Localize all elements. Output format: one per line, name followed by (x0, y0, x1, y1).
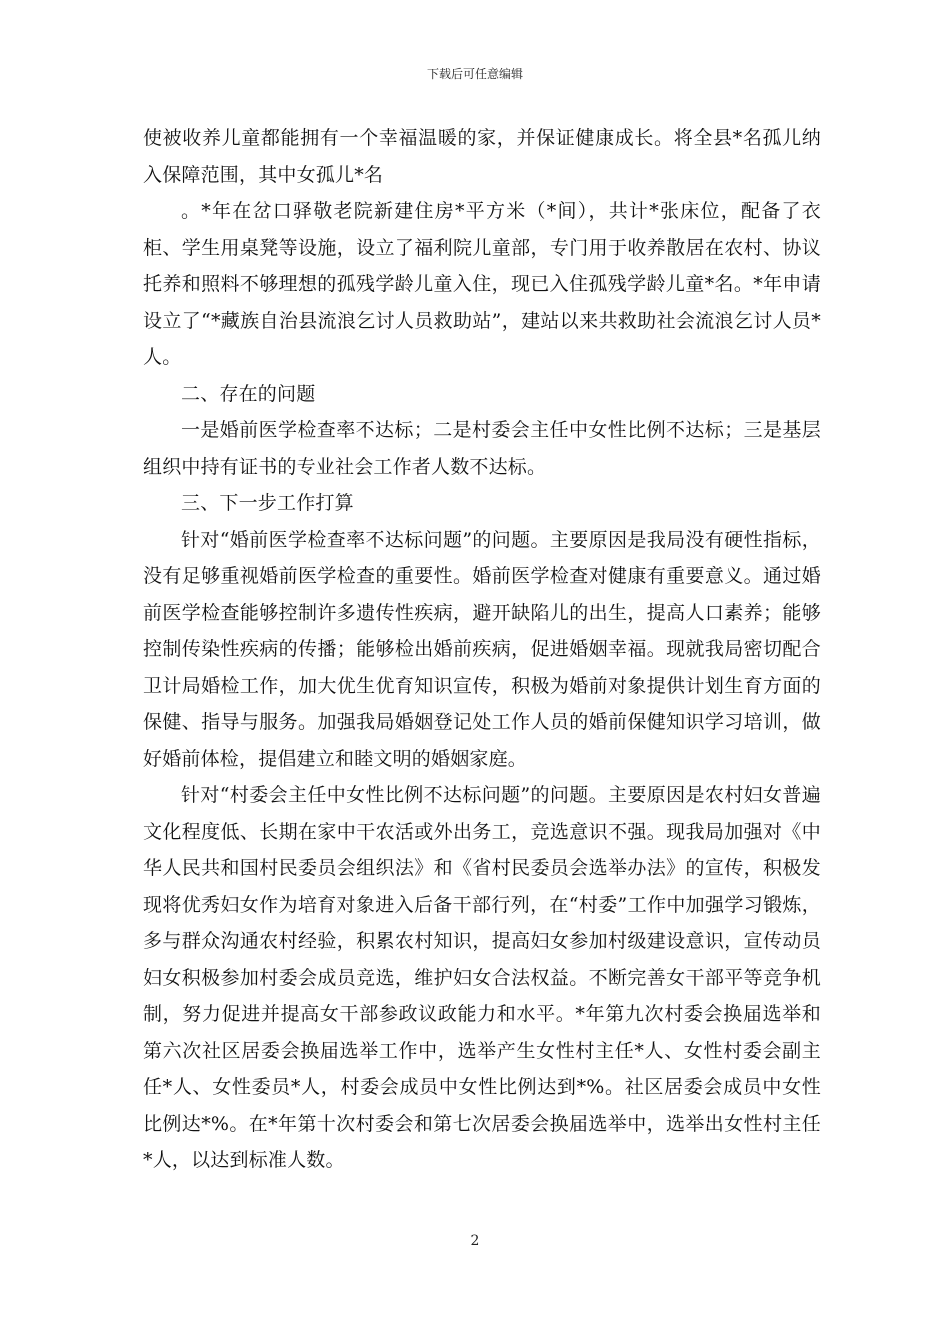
document-body (143, 120, 821, 1179)
paragraph-female-village-leaders: 针对“村委会主任中女性比例不达标问题”的问题。主要原因是农村妇女普遍文化程度低、长期在家中干农活或外出务工，竞选意识不强。现我局加强对《中华人民共和国村民委员会组织法》和《省村民委员会选举办法》的宣传，积极发现将优秀妇女作为培育对象进入后备干部行列，在“村委”工作中加强学习锻炼，多与群众沟通农村经验，积累农村知识，提高妇女参加村级建设意识，宣传动员妇女积极参加村委会成员竞选，维护妇女合法权益。不断完善女干部平等竞争机制，努力促进并提高女干部参政议政能力和水平。*年第九次村委会换届选举和第六次社区居委会换届选举工作中，选举产生女性村主任*人、女性村委会副主任*人、女性委员*人，村委会成员中女性比例达到*%。社区居委会成员中女性比例达*%。在*年第十次村委会和第七次居委会换届选举中，选举出女性村主任*人，以达到标准人数。 (143, 784, 821, 1171)
paragraph-continuation: 使被收养儿童都能拥有一个幸福温暖的家，并保证健康成长。将全县*名孤儿纳入保障范围，其中女孤儿*名 (143, 127, 821, 186)
paragraph-problems: 一是婚前医学检查率不达标；二是村委会主任中女性比例不达标；三是基层组织中持有证书的专业社会工作者人数不达标。 (143, 419, 821, 478)
paragraph-welfare-facility: 。*年在岔口驿敬老院新建住房*平方米（*间），共计*张床位，配备了衣柜、学生用桌凳等设施，设立了福利院儿童部，专门用于收养散居在农村、协议托养和照料不够理想的孤残学龄儿童入住，现已入住孤残学龄儿童*名。*年申请设立了“*藏族自治县流浪乞讨人员救助站”，建站以来共救助社会流浪乞讨人员*人。 (143, 200, 821, 368)
paragraph-premarital-check: 针对“婚前医学检查率不达标问题”的问题。主要原因是我局没有硬性指标，没有足够重视婚前医学检查的重要性。婚前医学检查对健康有重要意义。通过婚前医学检查能够控制许多遗传性疾病，避开缺陷儿的出生，提高人口素养；能够控制传染性疾病的传播；能够检出婚前疾病，促进婚姻幸福。现就我局密切配合卫计局婚检工作，加大优生优育知识宣传，积极为婚前对象提供计划生育方面的保健、指导与服务。加强我局婚姻登记处工作人员的婚前保健知识学习培训，做好婚前体检，提倡建立和睦文明的婚姻家庭。 (143, 528, 821, 770)
page-number: 2 (470, 1233, 480, 1249)
section-heading-problems: 二、存在的问题 (181, 382, 316, 405)
section-heading-next-steps: 三、下一步工作打算 (181, 492, 354, 514)
page-header: 下载后可任意编辑 (426, 67, 523, 81)
